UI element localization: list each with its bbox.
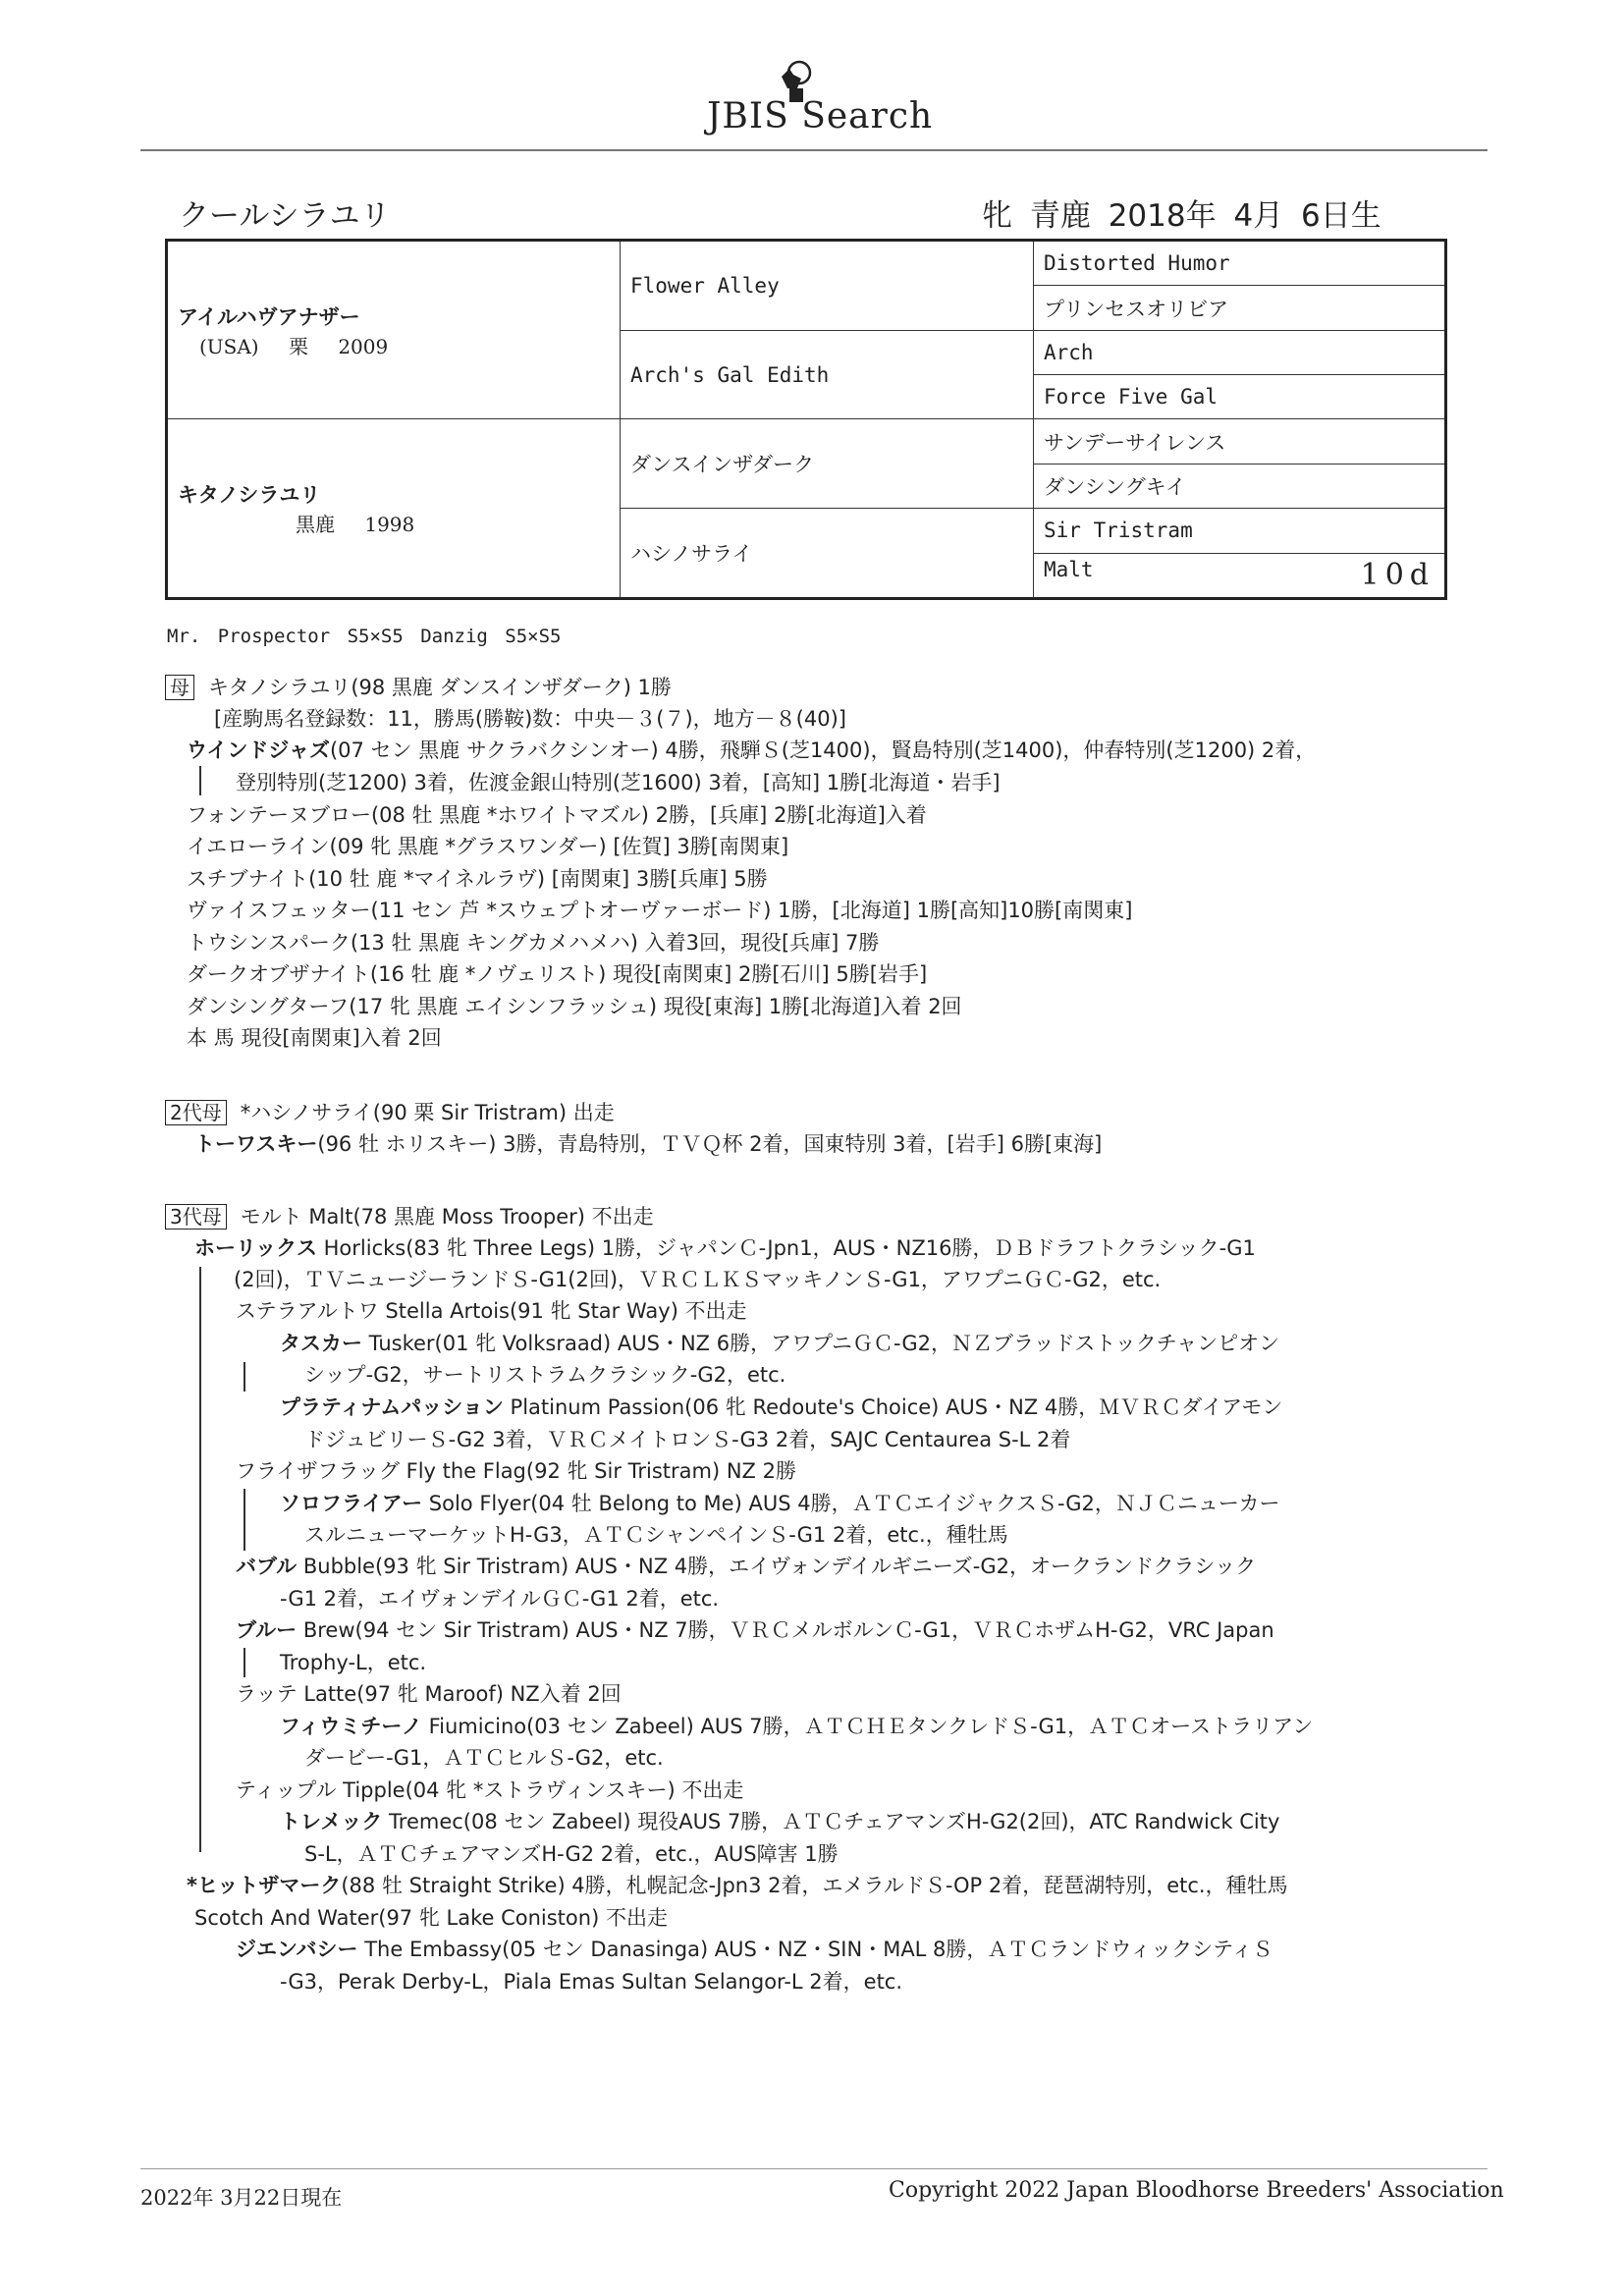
sire-detail: (USA) 栗 2009 [199, 334, 389, 358]
record-text: ヴァイスフェッター(11 セン 芦 *スウェプトオーヴァーボード) 1勝，[北海道] 1勝[高知]10勝[南関東] [187, 899, 1133, 922]
pedigree-table [165, 239, 1447, 600]
offspring-line [236, 771, 1001, 794]
record-text: ダンシングターフ(17 牝 黒鹿 エイシンフラッシュ) 現役[東海] 1勝[北海道]入着 2回 [187, 995, 962, 1018]
family-number: 10d [1360, 558, 1435, 593]
descendant-line [236, 1618, 1274, 1642]
descendant-line [187, 1874, 1288, 1897]
inbreeding-note: Mr. Prospector S5×S5 Danzig S5×S5 [167, 626, 562, 647]
descendant-line [236, 1555, 1256, 1578]
record-text: ステラアルトワ Stella Artois(91 牝 Star Way) 不出走 [236, 1299, 747, 1323]
pedigree-gen3-5: サンデーサイレンス [1034, 419, 1446, 464]
pedigree-dam-sire: ダンスインザダーク [621, 419, 1034, 509]
pedigree-gen3-3: Arch [1034, 330, 1446, 374]
descendant-line [280, 1810, 1279, 1833]
pedigree-gen3-6: ダンシングキイ [1034, 464, 1446, 508]
dam3-section-header [165, 1204, 654, 1230]
horse-info: 牝 青鹿 2018年 4月 6日生 [982, 198, 1381, 234]
record-text: フライザフラッグ Fly the Flag(92 牝 Sir Tristram) NZ 2勝 [236, 1459, 796, 1483]
offspring-line [187, 738, 1316, 762]
horse-name-bold: *ヒットザマーク [187, 1874, 342, 1897]
offspring-line [187, 1026, 442, 1050]
gen3-malt: Malt [1044, 558, 1094, 582]
sire-name: アイルハヴアナザー [178, 304, 360, 329]
descendant-line [236, 1778, 743, 1802]
record-text: フォンテーヌブロー(08 牡 黒鹿 *ホワイトマズル) 2勝，[兵庫] 2勝[北海道]入着 [187, 803, 927, 827]
record-text: 本 馬 現役[南関東]入着 2回 [187, 1026, 442, 1050]
offspring-line [194, 1132, 1102, 1156]
record-text: ティップル Tipple(04 牝 *ストラヴィンスキー) 不出走 [236, 1778, 744, 1802]
pedigree-gen3-1: Distorted Humor [1034, 241, 1446, 286]
horse-name-bold: タスカー [280, 1332, 362, 1355]
dam3-tag: 3代母 [165, 1204, 227, 1230]
dam2-line: *ハシノサライ(90 栗 Sir Tristram) 出走 [240, 1101, 615, 1124]
descendant-line [280, 1492, 1280, 1515]
horse-name-bold: バブル [236, 1555, 298, 1578]
record-text: -G1 2着，エイヴォンデイルＧＣ-G1 2着，etc. [280, 1587, 720, 1611]
horse-name-bold: ブルー [236, 1618, 298, 1642]
record-text: スルニューマーケットH-G3，ＡＴＣシャンペインＳ-G1 2着，etc.，種牡馬 [304, 1523, 1008, 1547]
horse-name-bold: ソロフライアー [280, 1492, 423, 1515]
pedigree-sire-sire: Flower Alley [621, 241, 1034, 331]
tree-connector [244, 1362, 245, 1392]
tree-connector [244, 1489, 245, 1551]
record-text: (07 セン 黒鹿 サクラバクシンオー) 4勝，飛騨Ｓ(芝1400)，賢島特別(芝1400)，仲春特別(芝1200) 2着， [329, 738, 1317, 762]
record-text: (88 牡 Straight Strike) 4勝，札幌記念-Jpn3 2着，エメラルドＳ-OP 2着，琵琶湖特別，etc.，種牡馬 [341, 1874, 1288, 1897]
descendant-line [236, 1682, 622, 1706]
descendant-line [304, 1523, 1008, 1547]
horse-name-bold: トレメック [280, 1810, 383, 1833]
descendant-line [280, 1332, 1279, 1355]
record-text: シップ-G2，サートリストラムクラシック-G2，etc. [304, 1363, 786, 1387]
record-text: Tusker(01 牝 Volksraad) AUS・NZ 6勝，アワプニＧＣ-G2，ＮＺブラッドストックチャンピオン [362, 1332, 1280, 1355]
pedigree-sire [167, 241, 621, 419]
offspring-line [187, 803, 927, 827]
footer-date: 2022年 3月22日現在 [140, 2186, 343, 2210]
record-text: Brew(94 セン Sir Tristram) AUS・NZ 7勝，ＶＲＣメルボルンＣ-G1，ＶＲＣホザムH-G2，VRC Japan [297, 1618, 1274, 1642]
record-text: Tremec(08 セン Zabeel) 現役AUS 7勝，ＡＴＣチェアマンズH-G2(2回)，ATC Randwick City [382, 1810, 1280, 1833]
horse-name-bold: ホーリックス [194, 1236, 317, 1260]
record-text: トウシンスパーク(13 牡 黒鹿 キングカメハメハ) 入着3回，現役[兵庫] 7勝 [187, 931, 880, 955]
descendant-line [304, 1842, 839, 1866]
dam-name: キタノシラユリ [178, 483, 321, 508]
descendant-line [280, 1970, 902, 1994]
record-text: ダービー-G1，ＡＴＣヒルＳ-G2，etc. [304, 1746, 664, 1770]
dam-stats: [産駒馬名登録数：11，勝馬(勝鞍)数：中央－３(７)，地方－８(40)] [214, 707, 846, 731]
dam-tag: 母 [165, 675, 194, 700]
horse-name-bold: トーワスキー [194, 1132, 318, 1156]
tree-connector [199, 1267, 201, 1852]
offspring-line [187, 835, 788, 858]
record-text: 登別特別(芝1200) 3着，佐渡金銀山特別(芝1600) 3着，[高知] 1勝[北海道・岩手] [236, 771, 1001, 794]
offspring-line [187, 931, 879, 955]
pedigree-gen3-2: プリンセスオリビア [1034, 286, 1446, 330]
record-text: Bubble(93 牝 Sir Tristram) AUS・NZ 4勝，エイヴォンデイルギニーズ-G2，オークランドクラシック [297, 1555, 1257, 1578]
record-text: Horlicks(83 牝 Three Legs) 1勝，ジャパンＣ-Jpn1，AUS・NZ16勝，ＤＢドラフトクラシック-G1 [316, 1236, 1256, 1260]
record-text: ラッテ Latte(97 牝 Maroof) NZ入着 2回 [236, 1682, 622, 1706]
pedigree-gen3-7: Sir Tristram [1034, 509, 1446, 553]
record-text: イエローライン(09 牝 黒鹿 *グラスワンダー) [佐賀] 3勝[南関東] [187, 835, 789, 858]
pedigree-gen3-8 [1034, 553, 1446, 598]
horse-name-bold: プラティナムパッション [280, 1395, 504, 1419]
descendant-line [280, 1587, 719, 1611]
descendant-line [304, 1428, 1070, 1451]
descendant-line [280, 1395, 1282, 1419]
header-rule [140, 149, 1488, 151]
footer-rule [140, 2168, 1488, 2169]
offspring-line [187, 899, 1132, 922]
descendant-line [280, 1715, 1313, 1738]
dam-detail: 黒鹿 1998 [296, 513, 415, 537]
pedigree-sire-dam: Arch's Gal Edith [621, 330, 1034, 419]
descendant-line [194, 1236, 1256, 1260]
record-text: -G3，Perak Derby-L，Piala Emas Sultan Selangor-L 2着，etc. [280, 1970, 903, 1994]
descendant-line [236, 1299, 747, 1323]
horse-name: クールシラユリ [179, 198, 391, 234]
record-text: S-L，ＡＴＣチェアマンズH-G2 2着，etc.，AUS障害 1勝 [304, 1842, 839, 1866]
footer-copyright: Copyright 2022 Japan Bloodhorse Breeders' Association [889, 2178, 1504, 2203]
descendant-line [304, 1363, 785, 1387]
record-text: (96 牡 ホリスキー) 3勝，青島特別，ＴＶＱ杯 2着，国東特別 3着，[岩手] 6勝[東海] [317, 1132, 1103, 1156]
dam2-section-header [165, 1100, 615, 1125]
record-text: (2回)，ＴＶニュージーランドＳ-G1(2回)，ＶＲＣＬＫＳマッキノンＳ-G1，アワプニＧＣ-G2，etc. [234, 1268, 1162, 1291]
descendant-line [194, 1906, 668, 1930]
descendant-line [236, 1459, 796, 1483]
record-text: Platinum Passion(06 牝 Redoute's Choice) AUS・NZ 4勝，ＭＶＲＣダイアモン [503, 1395, 1283, 1419]
descendant-line [304, 1746, 664, 1770]
pedigree-dam-dam: ハシノサライ [621, 509, 1034, 599]
pedigree-dam [167, 419, 621, 599]
record-text: Scotch And Water(97 牝 Lake Coniston) 不出走 [194, 1906, 668, 1930]
record-text: Solo Flyer(04 牡 Belong to Me) AUS 4勝，ＡＴＣエイジャクスＳ-G2，ＮＪＣニューカー [422, 1492, 1280, 1515]
descendant-line [280, 1651, 426, 1674]
horse-name-bold: ウインドジャズ [187, 738, 330, 762]
offspring-line [187, 962, 927, 986]
dam3-line: モルト Malt(78 黒鹿 Moss Trooper) 不出走 [240, 1205, 654, 1229]
dam2-tag: 2代母 [165, 1100, 227, 1125]
dam-section-header [165, 675, 672, 700]
record-text: Fiumicino(03 セン Zabeel) AUS 7勝，ＡＴＣＨＥタンクレドＳ-G1，ＡＴＣオーストラリアン [421, 1715, 1314, 1738]
record-text: ドジュビリーＳ-G2 3着，ＶＲＣメイトロンＳ-G3 2着，SAJC Centaurea S-L 2着 [304, 1428, 1071, 1451]
offspring-line [187, 867, 768, 891]
tree-connector [244, 1648, 245, 1677]
horse-name-bold: フィウミチーノ [280, 1715, 422, 1738]
record-text: The Embassy(05 セン Danasinga) AUS・NZ・SIN・MAL 8勝，ＡＴＣランドウィックシティＳ [357, 1938, 1273, 1961]
descendant-line [236, 1938, 1272, 1961]
jbis-logo-text: JBIS Search [707, 96, 934, 137]
offspring-line [187, 995, 962, 1018]
pedigree-gen3-4: Force Five Gal [1034, 375, 1446, 419]
descendant-line [234, 1268, 1161, 1291]
record-text: スチブナイト(10 牡 鹿 *マイネルラヴ) [南関東] 3勝[兵庫] 5勝 [187, 867, 768, 891]
horse-name-bold: ジエンバシー [236, 1938, 358, 1961]
dam-line: キタノシラユリ(98 黒鹿 ダンスインザダーク) 1勝 [208, 676, 672, 699]
record-text: Trophy-L，etc. [280, 1651, 427, 1674]
record-text: ダークオブザナイト(16 牡 鹿 *ノヴェリスト) 現役[南関東] 2勝[石川] 5勝[岩手] [187, 962, 928, 986]
tree-connector [199, 766, 201, 795]
